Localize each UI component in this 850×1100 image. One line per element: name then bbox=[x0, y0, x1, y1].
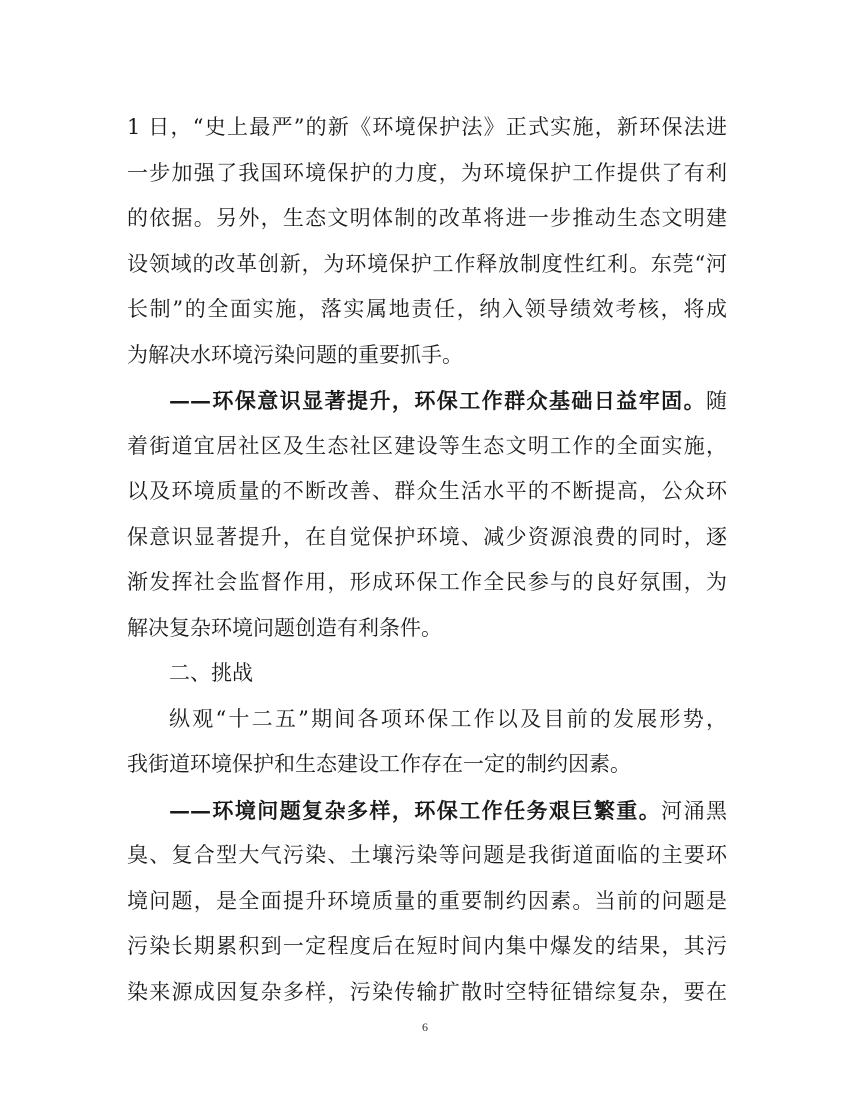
text-line: 着街道宜居社区及生态社区建设等生态文明工作的全面实施， bbox=[127, 433, 727, 458]
paragraph-legal-basis bbox=[127, 105, 727, 378]
paragraph-overview bbox=[127, 697, 727, 788]
text-line bbox=[127, 378, 727, 424]
text-line: 渐发挥社会监督作用，形成环保工作全民参与的良好氛围，为 bbox=[127, 570, 727, 594]
text-line: 为解决水环境污染问题的重要抓手。 bbox=[127, 342, 463, 367]
paragraph-lead-rest: 随 bbox=[706, 389, 727, 413]
text-line: 解决复杂环境问题创造有利条件。 bbox=[127, 615, 442, 640]
text-line: 保意识显著提升，在自觉保护环境、减少资源浪费的同时，逐 bbox=[127, 524, 727, 549]
page-number: 6 bbox=[422, 1020, 428, 1034]
text-line: 污染长期累积到一定程度后在短时间内集中爆发的结果，其污 bbox=[127, 934, 727, 958]
text-line: 的依据。另外，生态文明体制的改革将进一步推动生态文明建 bbox=[127, 206, 727, 230]
text-line: 臭、复合型大气污染、土壤污染等问题是我街道面临的主要环 bbox=[127, 843, 727, 867]
paragraph-lead-heading: ——环保意识显著提升，环保工作群众基础日益牢固。 bbox=[169, 388, 706, 413]
paragraph-awareness bbox=[127, 378, 727, 651]
text-line: 境问题，是全面提升环境质量的重要制约因素。当前的问题是 bbox=[127, 888, 727, 913]
paragraph-lead-heading: ——环境问题复杂多样，环保工作任务艰巨繁重。 bbox=[169, 797, 662, 823]
text-line bbox=[127, 788, 727, 834]
paragraph-complex-problems bbox=[127, 788, 727, 1016]
text-line: 1 日，“史上最严”的新《环境保护法》正式实施，新环保法进 bbox=[127, 115, 727, 139]
section-heading-challenges bbox=[127, 651, 727, 697]
text-line: 染来源成因复杂多样，污染传输扩散时空特征错综复杂，要在 bbox=[127, 979, 727, 1004]
text-line: 我街道环境保护和生态建设工作存在一定的制约因素。 bbox=[127, 752, 631, 776]
text-line: 设领域的改革创新，为环境保护工作释放制度性红利。东莞“河 bbox=[127, 251, 727, 276]
text-line: 长制”的全面实施，落实属地责任，纳入领导绩效考核，将成 bbox=[127, 297, 727, 321]
text-line: 一步加强了我国环境保护的力度，为环境保护工作提供了有利 bbox=[127, 160, 727, 185]
section-heading: 二、挑战 bbox=[169, 661, 253, 685]
paragraph-lead-rest: 河涌黑 bbox=[661, 798, 728, 823]
body-text bbox=[127, 105, 727, 1015]
text-line: 纵观“十二五”期间各项环保工作以及目前的发展形势， bbox=[169, 706, 727, 731]
text-line: 以及环境质量的不断改善、群众生活水平的不断提高，公众环 bbox=[127, 479, 727, 503]
